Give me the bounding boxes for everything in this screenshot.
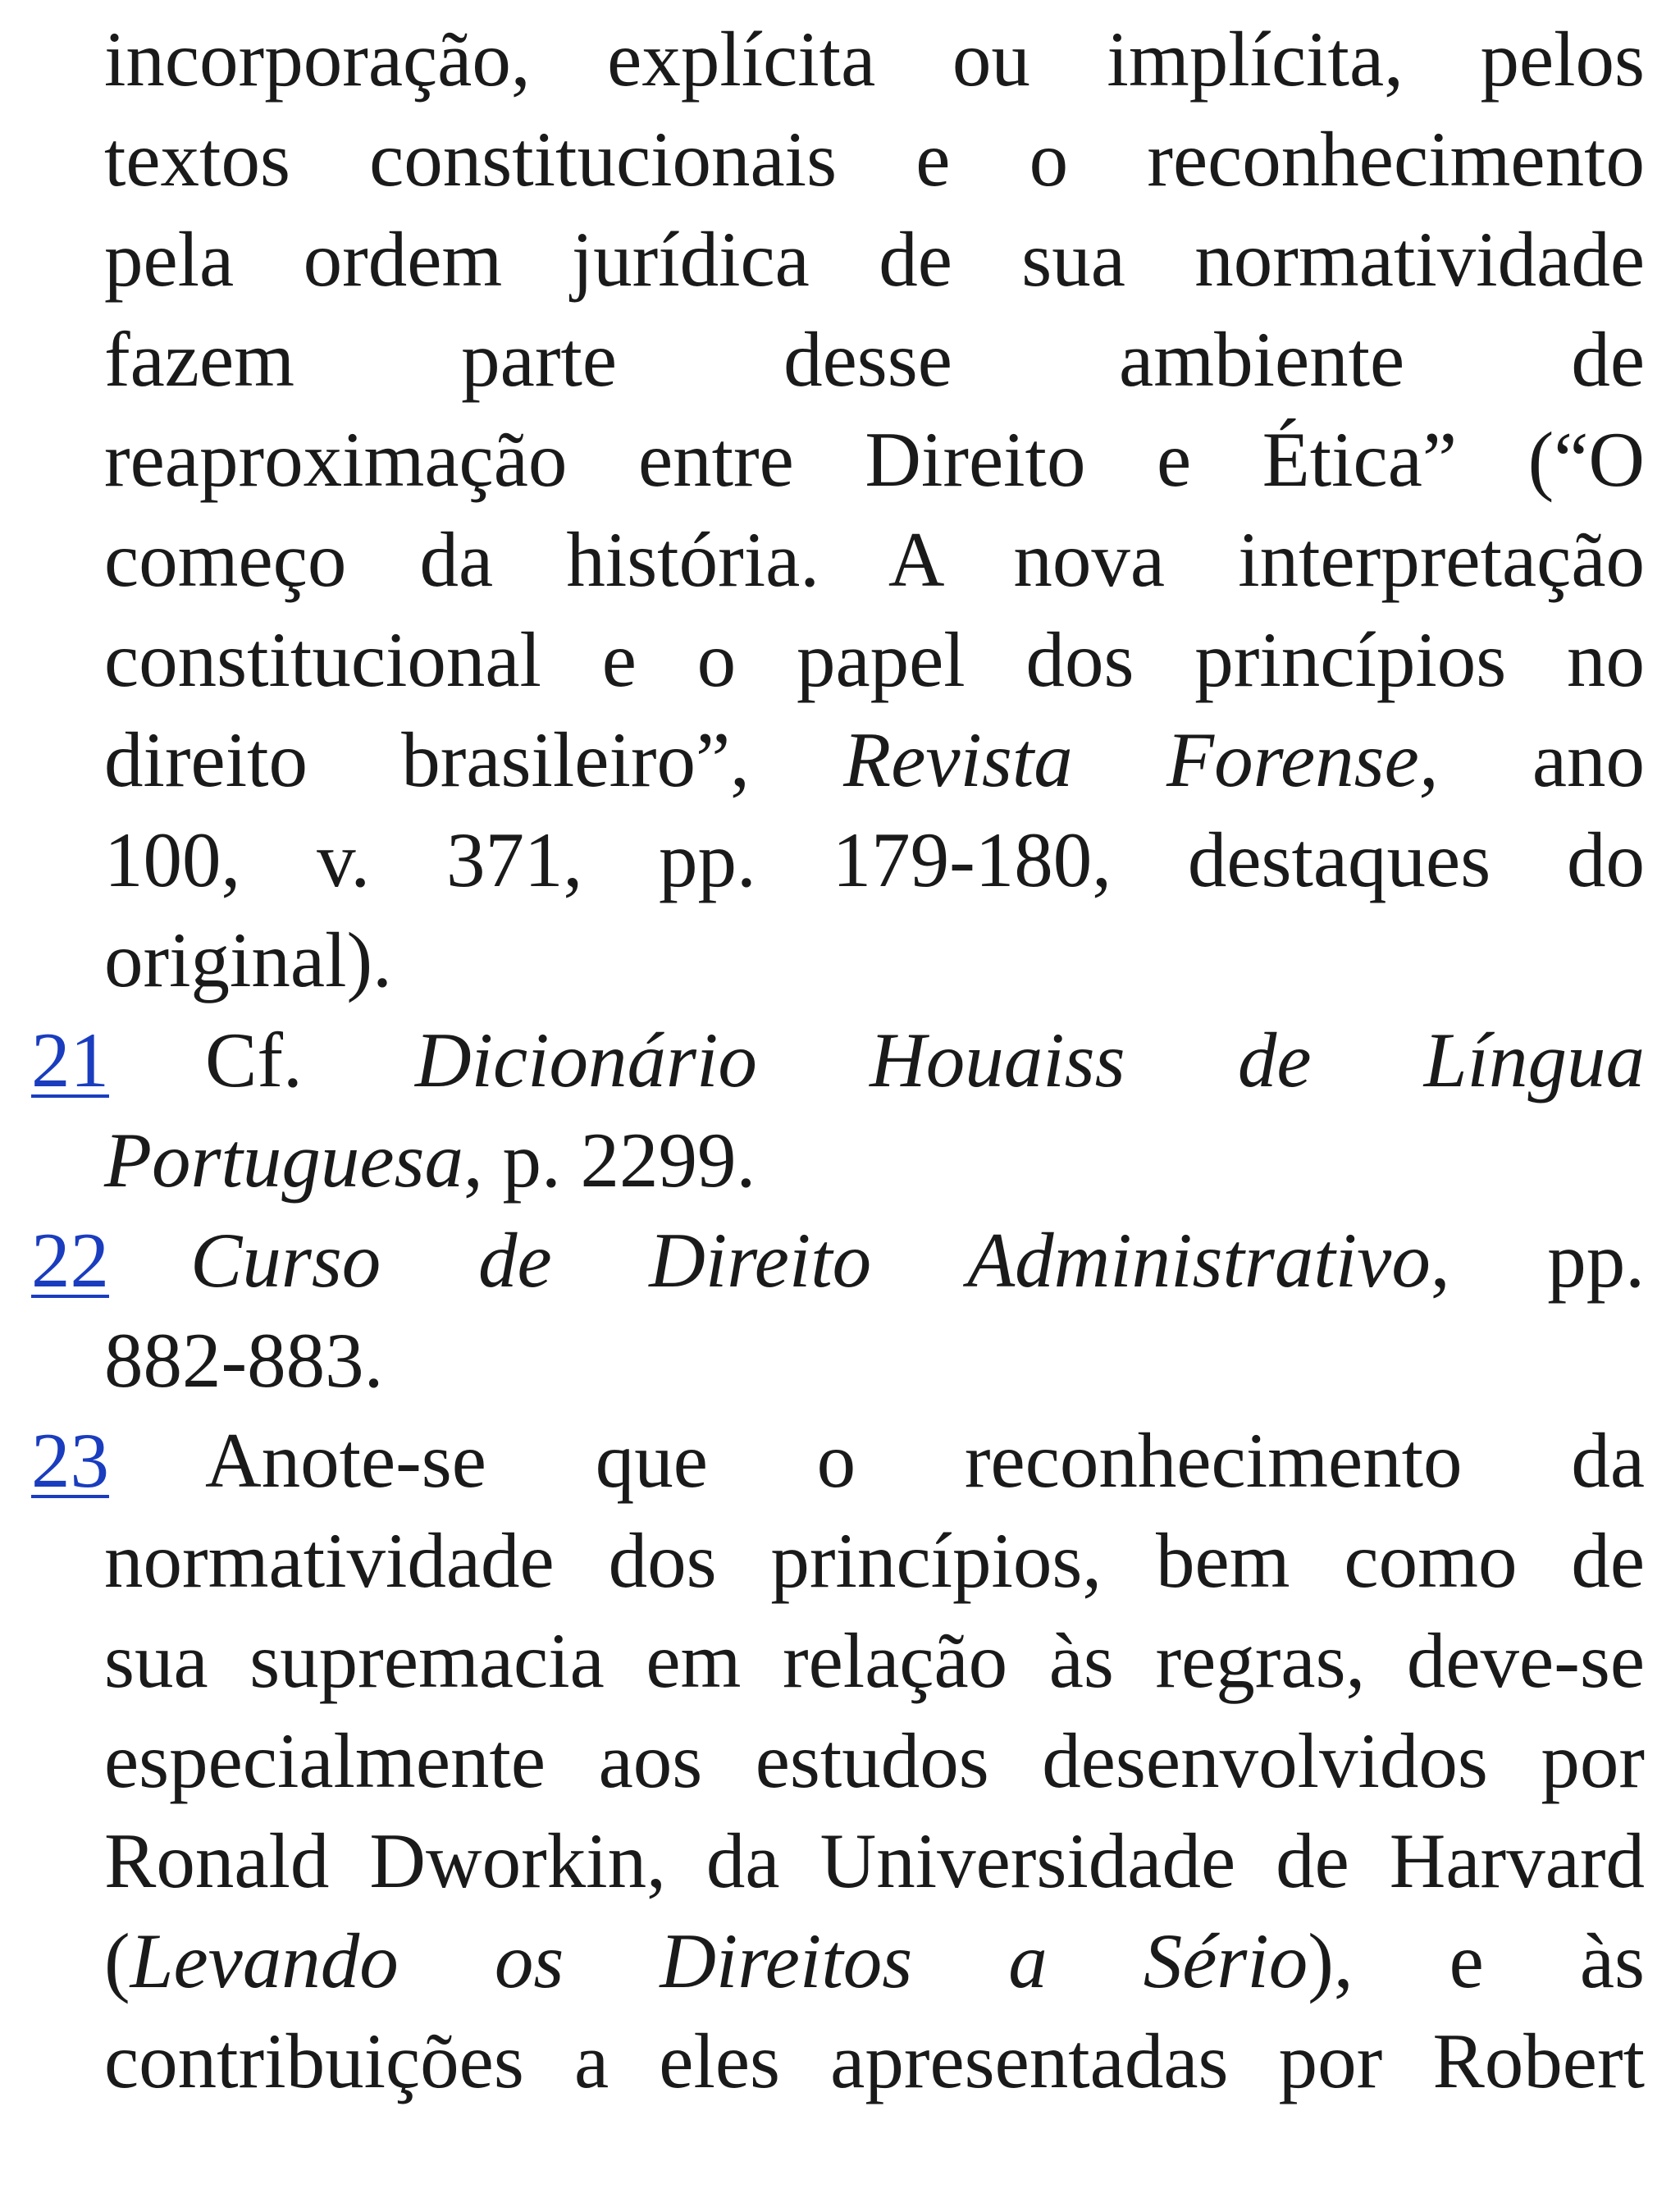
book-title: Portuguesa <box>104 1117 464 1204</box>
text-line <box>190 1210 1645 1310</box>
text-line <box>104 1911 1645 2011</box>
text-line: especialmente aos estudos desenvolvidos por <box>104 1717 1645 1804</box>
text-fragment: Cf. <box>205 1017 415 1104</box>
text-fragment: direito brasileiro”, <box>104 716 844 803</box>
journal-title: Revista Forense, <box>843 716 1439 803</box>
text-fragment: ), e às <box>1308 1917 1645 2004</box>
text-line <box>104 710 1645 810</box>
text-line: 882-883. <box>104 1317 384 1404</box>
text-line: incorporação, explícita ou implícita, pelos <box>104 16 1645 103</box>
text-line: sua supremacia em relação às regras, deve-se <box>104 1617 1645 1704</box>
text-line: textos constitucionais e o reconhecimento <box>104 116 1645 203</box>
text-line: reaproximação entre Direito e Ética” (“O <box>104 416 1645 503</box>
footnote-link-22[interactable]: 22 <box>31 1217 109 1304</box>
text-fragment: , p. 2299. <box>463 1117 756 1204</box>
text-line: normatividade dos princípios, bem como de <box>104 1517 1645 1604</box>
book-title: Curso de Direito Administrativo <box>190 1217 1431 1304</box>
text-line: pela ordem jurídica de sua normatividade <box>104 216 1645 303</box>
text-line <box>104 1110 1645 1210</box>
text-fragment: ano <box>1438 716 1645 803</box>
text-line: constitucional e o papel dos princípios no <box>104 616 1645 703</box>
text-line: 100, v. 371, pp. 179-180, destaques do <box>104 816 1645 903</box>
footnote-link-23[interactable]: 23 <box>31 1417 109 1504</box>
text-line <box>205 1010 1645 1110</box>
text-line: Ronald Dworkin, da Universidade de Harvard <box>104 1817 1645 1904</box>
text-fragment: ( <box>104 1917 130 2004</box>
text-line: começo da história. A nova interpretação <box>104 516 1645 603</box>
text-line: contribuições a eles apresentadas por Robert <box>104 2017 1645 2104</box>
text-line: Anote-se que o reconhecimento da <box>205 1417 1645 1504</box>
text-fragment: , pp. <box>1430 1217 1645 1304</box>
book-title: Levando os Direitos a Sério <box>130 1917 1308 2004</box>
footnote-link-21[interactable]: 21 <box>31 1017 109 1104</box>
text-line: original). <box>104 916 392 1003</box>
book-title: Dicionário Houaiss de Língua <box>415 1017 1645 1104</box>
text-line: fazem parte desse ambiente de <box>104 316 1645 403</box>
